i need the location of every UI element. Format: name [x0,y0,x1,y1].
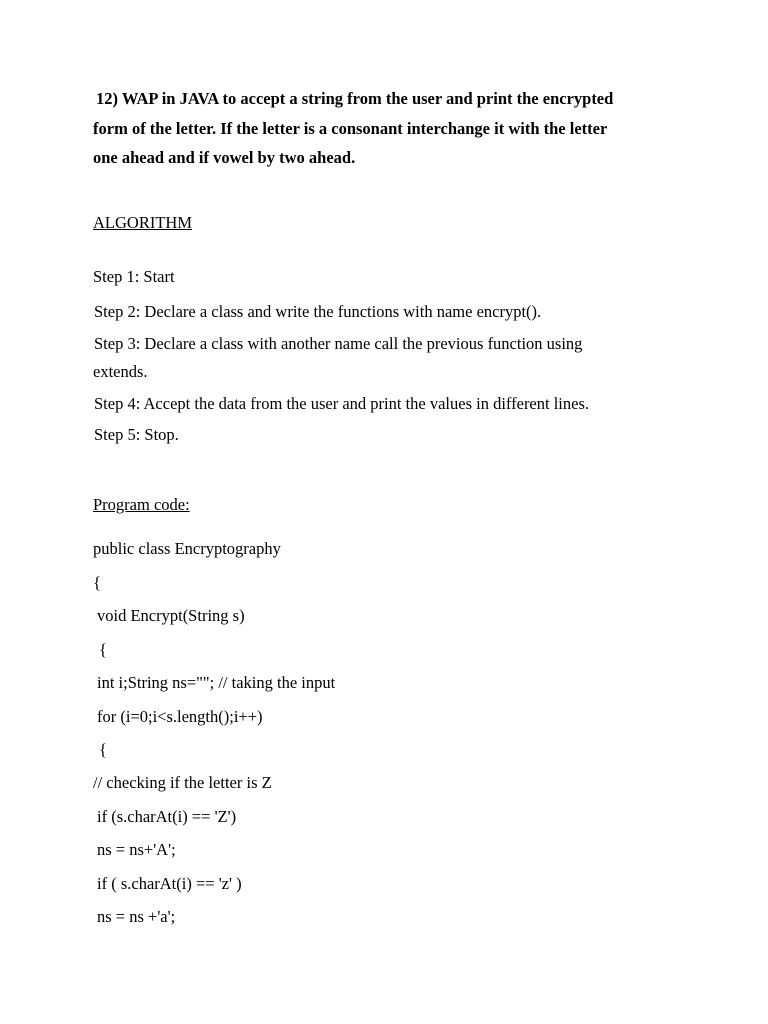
question-text [93,84,693,173]
code-comment: // checking if the letter is Z [93,773,272,792]
question-line: one ahead and if vowel by two ahead. [93,148,356,167]
code-line: { [99,740,107,759]
code-line: int i;String ns=""; // taking the input [97,673,336,692]
code-line: for (i=0;i<s.length();i++) [97,707,263,726]
algorithm-step: Step 3: Declare a class with another name call the previous function using [94,334,583,353]
code-line: void Encrypt(String s) [97,606,245,625]
code-line: { [99,640,107,659]
program-code-heading: Program code: [93,495,190,514]
algorithm-step: Step 5: Stop. [94,425,179,444]
code-line: public class Encryptography [93,539,281,558]
question-line: 12) WAP in JAVA to accept a string from the user and print the encrypted [96,89,614,108]
algorithm-step-continuation: extends. [93,362,148,381]
code-line: ns = ns +'a'; [97,907,176,926]
code-line: ns = ns+'A'; [97,840,176,859]
algorithm-step: Step 1: Start [93,267,175,286]
algorithm-step: Step 4: Accept the data from the user and print the values in different lines. [94,394,590,413]
code-line: { [93,573,101,592]
question-line: form of the letter. If the letter is a consonant interchange it with the letter [93,118,608,138]
code-line: if ( s.charAt(i) == 'z' ) [97,874,242,893]
algorithm-heading: ALGORITHM [93,213,192,232]
algorithm-step: Step 2: Declare a class and write the functions with name encrypt(). [94,302,542,321]
code-line: if (s.charAt(i) == 'Z') [97,807,237,826]
